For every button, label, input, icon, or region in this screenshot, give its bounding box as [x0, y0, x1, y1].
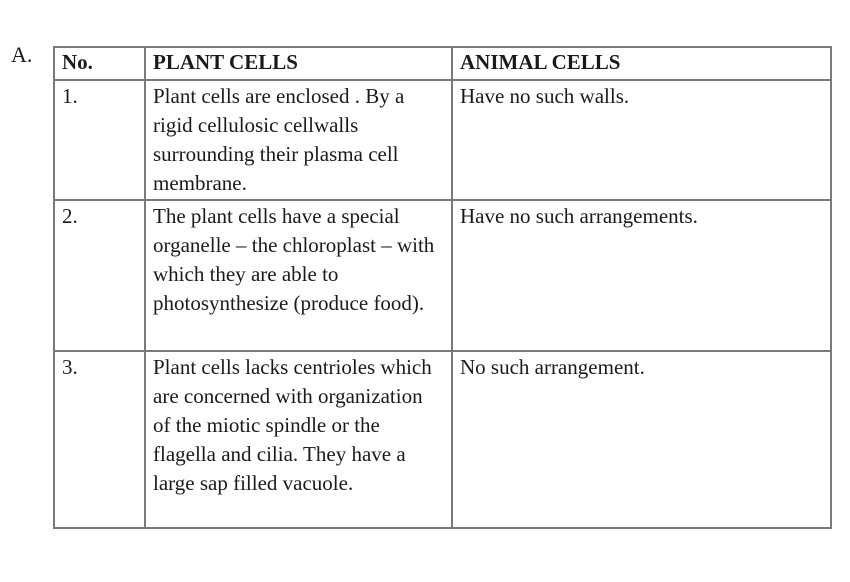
table-row [54, 80, 831, 200]
plant-cell-text: The plant cells have a special organelle – the chloroplast – with which they are able to photosynthesize (produce food). [145, 200, 452, 351]
animal-cell-text: Have no such arrangements. [452, 200, 831, 351]
table-row [54, 200, 831, 351]
header-plant-cells: PLANT CELLS [145, 47, 452, 80]
animal-cell-text: No such arrangement. [452, 351, 831, 528]
plant-cell-text: Plant cells are enclosed . By a rigid cellulosic cellwalls surrounding their plasma cell membrane. [145, 80, 452, 200]
row-number: 3. [54, 351, 145, 528]
section-label: A. [11, 42, 33, 67]
row-number: 2. [54, 200, 145, 351]
plant-cell-text: Plant cells lacks centrioles which are concerned with organization of the miotic spindle or the flagella and cilia. They have a large sap filled vacuole. [145, 351, 452, 528]
table-row [54, 351, 831, 528]
table-header-row [54, 47, 831, 80]
header-animal-cells: ANIMAL CELLS [452, 47, 831, 80]
comparison-table [53, 46, 832, 529]
row-number: 1. [54, 80, 145, 200]
header-no: No. [54, 47, 145, 80]
animal-cell-text: Have no such walls. [452, 80, 831, 200]
